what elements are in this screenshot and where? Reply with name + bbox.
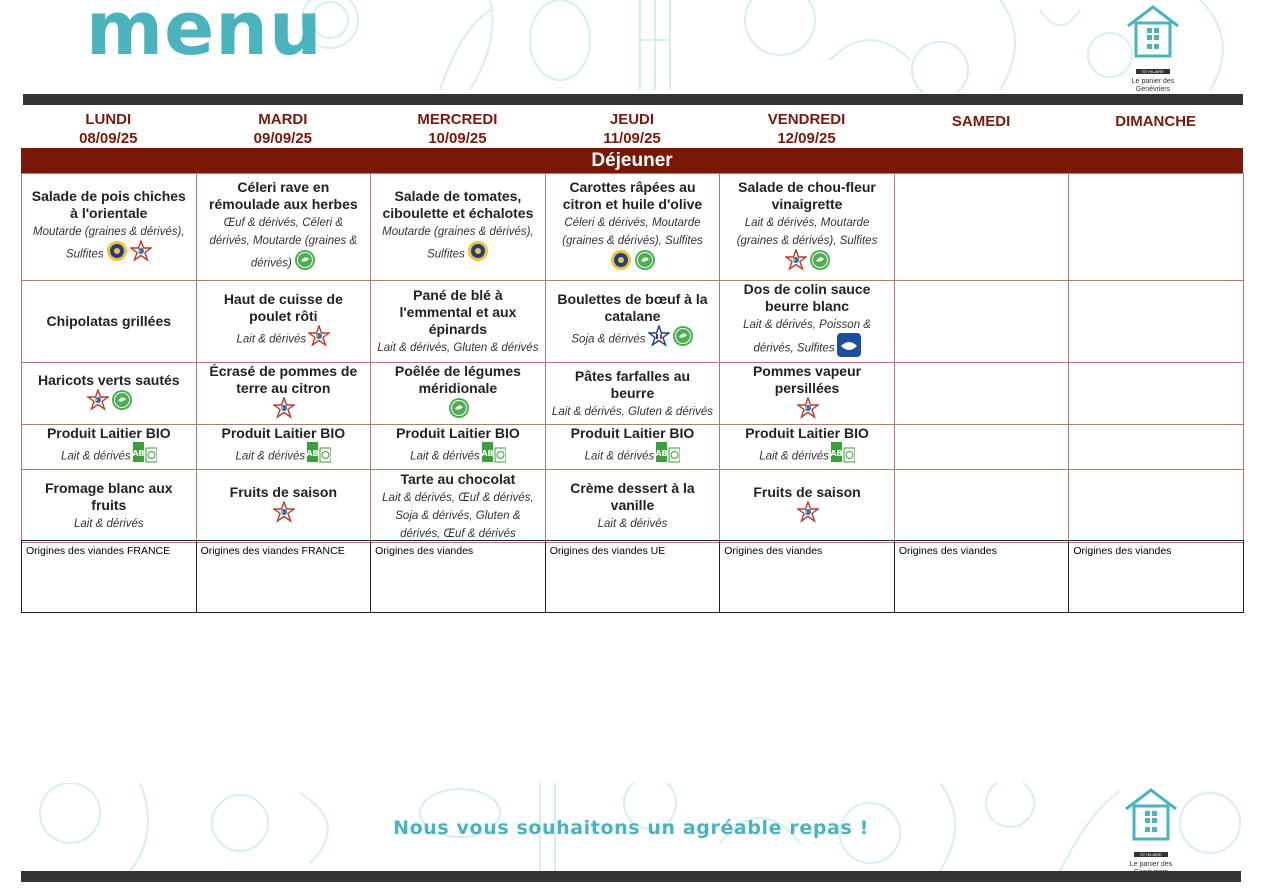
dish-name: Crème dessert à la vanille: [570, 480, 695, 513]
brand-logo: [1122, 4, 1184, 94]
day-name: LUNDI: [85, 111, 132, 128]
meat-origin-cell: Origines des viandes UE: [545, 541, 720, 613]
dish-name: Pommes vapeur persillées: [752, 363, 862, 396]
dish-name: Fromage blanc aux fruits: [44, 480, 173, 513]
origine-france-icon: [648, 325, 670, 352]
logo-tag: ST HILAIRE: [1136, 69, 1170, 74]
dish-name: Pâtes farfalles au beurre: [574, 367, 691, 401]
menu-cell: [22, 281, 197, 363]
menu-cell: [545, 363, 720, 425]
meat-origin-cell: Origines des viandes FRANCE: [22, 541, 197, 613]
day-date: 12/09/25: [777, 130, 836, 147]
dish-name: Céleri rave en rémoulade aux herbes: [209, 178, 358, 212]
menu-cell: [371, 425, 546, 470]
fait-maison-icon: [273, 397, 295, 424]
menu-cell: [545, 281, 720, 363]
dish-name: Dos de colin sauce beurre blanc: [743, 281, 871, 314]
day-name: JEUDI: [609, 111, 655, 128]
menu-cell: [545, 425, 720, 470]
menu-cell: [720, 281, 895, 363]
day-date: 11/09/25: [603, 130, 661, 147]
menu-cell: [1069, 425, 1244, 470]
agriculture-bio-icon: [656, 442, 680, 469]
menu-cell: [22, 470, 197, 543]
svg-text:AB: AB: [132, 449, 145, 458]
dish-name: Boulettes de bœuf à la catalane: [557, 291, 708, 324]
brand-logo-footer: [1120, 787, 1182, 877]
day-name: DIMANCHE: [1115, 113, 1197, 130]
menu-row: [22, 425, 1244, 470]
day-date: 10/09/25: [428, 130, 487, 147]
day-header-mardi: [196, 110, 371, 148]
allergen-list: Lait & dérivés: [236, 333, 307, 346]
allergen-list: Lait & dérivés: [410, 450, 480, 463]
menu-cell: [196, 363, 371, 425]
dish-name: Salade de pois chiches à l'orientale: [31, 187, 186, 221]
menu-cell: [371, 470, 546, 543]
allergen-list: Moutarde (graines & dérivés), Sulfites: [382, 225, 534, 261]
agriculture-bio-icon: [482, 442, 506, 469]
menu-cell: [720, 425, 895, 470]
dish-name: Chipolatas grillées: [46, 313, 172, 329]
menu-cell: [1069, 281, 1244, 363]
menu-cell: [371, 174, 546, 281]
day-name: SAMEDI: [951, 113, 1011, 130]
vegetarien-icon: [672, 325, 694, 352]
dish-name: Fruits de saison: [229, 484, 338, 500]
day-header-jeudi: [545, 110, 720, 148]
menu-cell: [196, 281, 371, 363]
dish-name: Produit Laitier BIO: [745, 425, 869, 441]
day-date: 09/09/25: [253, 130, 313, 147]
dish-name: Écrasé de pommes de terre au citron: [209, 363, 358, 396]
dish-name: Haricots verts sautés: [37, 371, 180, 388]
allergen-list: Lait & dérivés: [597, 518, 668, 530]
allergen-list: Céleri & dérivés, Moutarde (graines & dérivés), Sulfites: [562, 216, 703, 247]
allergen-list: Lait & dérivés: [584, 450, 655, 463]
vegetarien-icon: [809, 249, 831, 276]
menu-cell: [196, 425, 371, 470]
fait-maison-icon: [797, 501, 819, 528]
day-header-mercredi: [370, 110, 545, 148]
allergen-list: Lait & dérivés: [73, 518, 144, 530]
agriculture-bio-icon: [133, 442, 157, 469]
dish-name: Poêlée de légumes méridionale: [394, 363, 521, 396]
logo-name-line1: Le panier des: [1129, 861, 1173, 868]
top-divider-bar: [23, 94, 1243, 105]
svg-text:AB: AB: [656, 449, 668, 458]
allergen-list: Lait & dérivés: [235, 450, 306, 463]
vegetarien-icon: [111, 389, 133, 416]
fait-maison-icon: [785, 249, 807, 276]
day-name: VENDREDI: [767, 111, 846, 128]
meal-band-dejeuner: Déjeuner: [21, 148, 1243, 173]
dish-name: Produit Laitier BIO: [570, 425, 695, 441]
allergen-list: Lait & dérivés: [60, 450, 131, 463]
dish-name: Fruits de saison: [753, 484, 861, 500]
origins-row: [22, 541, 1244, 613]
svg-text:AB: AB: [481, 449, 494, 458]
meat-origin-cell: Origines des viandes: [720, 541, 895, 613]
logo-tag: ST HILAIRE: [1134, 852, 1168, 857]
vegetarien-icon: [294, 249, 316, 276]
menu-cell: [22, 363, 197, 425]
menu-cell: [371, 281, 546, 363]
allergen-list: Lait & dérivés, Moutarde (graines & dérivés), Sulfites: [736, 216, 878, 247]
menu-cell: [894, 470, 1069, 543]
menu-row: [22, 281, 1244, 363]
menu-cell: [545, 470, 720, 543]
svg-text:AB: AB: [307, 449, 319, 458]
fait-maison-icon: [797, 397, 819, 424]
allergen-list: Lait & dérivés, Gluten & dérivés: [377, 342, 539, 354]
menu-cell: [720, 363, 895, 425]
label-rouge-icon: [106, 240, 128, 267]
bottom-divider-bar: [21, 871, 1241, 882]
allergen-list: Lait & dérivés, Gluten & dérivés: [551, 405, 714, 418]
allergen-list: Moutarde (graines & dérivés), Sulfites: [33, 225, 185, 261]
allergen-list: Soja & dérivés: [571, 333, 646, 346]
dish-name: Pané de blé à l'emmental et aux épinards: [399, 287, 517, 337]
day-header-lundi: [21, 110, 196, 148]
page-title: menu: [86, 0, 323, 72]
msc-peche-durable-icon: [837, 333, 861, 362]
day-name: MERCREDI: [417, 111, 498, 128]
dish-name: Haut de cuisse de poulet rôti: [223, 291, 343, 324]
menu-cell: [22, 425, 197, 470]
day-header-dimanche: [1068, 110, 1243, 148]
allergen-list: Œuf & dérivés, Céleri & dérivés, Moutarde (graines & dérivés): [209, 216, 358, 270]
label-rouge-icon: [610, 249, 632, 276]
menu-cell: [894, 281, 1069, 363]
house-fork-icon: [1124, 4, 1182, 60]
vegetarien-icon: [634, 249, 656, 276]
svg-text:AB: AB: [830, 449, 843, 458]
menu-cell: [22, 174, 197, 281]
menu-row: [22, 470, 1244, 543]
menu-row: [22, 174, 1244, 281]
agriculture-bio-icon: [307, 442, 331, 469]
meat-origin-cell: Origines des viandes: [371, 541, 546, 613]
meat-origin-cell: Origines des viandes: [1069, 541, 1244, 613]
allergen-list: Lait & dérivés, Œuf & dérivés, Soja & dérivés, Gluten & dérivés, Œuf & dérivés: [382, 491, 534, 540]
meat-origins-row: [21, 540, 1244, 613]
menu-cell: [894, 363, 1069, 425]
allergen-list: Lait & dérivés, Poisson & dérivés, Sulfites: [743, 319, 871, 355]
day-headers: [21, 110, 1243, 148]
house-fork-icon: [1122, 787, 1180, 843]
logo-name-line1: Le panier des: [1131, 78, 1175, 85]
logo-name-line2: Genévriers: [1135, 86, 1171, 93]
footer-message: Nous vous souhaitons un agréable repas !: [393, 817, 869, 839]
allergen-list: Lait & dérivés: [759, 450, 829, 463]
menu-cell: [894, 174, 1069, 281]
dish-name: Salade de tomates, ciboulette et échalotes: [382, 187, 534, 221]
fait-maison-icon: [130, 240, 152, 267]
fait-maison-icon: [308, 325, 330, 352]
menu-cell: [196, 470, 371, 543]
dish-name: Produit Laitier BIO: [221, 425, 346, 441]
day-name: MARDI: [258, 111, 308, 128]
menu-cell: [371, 363, 546, 425]
menu-cell: [1069, 470, 1244, 543]
fait-maison-icon: [273, 501, 295, 528]
agriculture-bio-icon: [831, 442, 855, 469]
dish-name: Carottes râpées au citron et huile d'olive: [562, 178, 703, 212]
menu-cell: [196, 174, 371, 281]
day-header-samedi: [894, 110, 1069, 148]
label-rouge-icon: [467, 240, 489, 267]
menu-cell: [894, 425, 1069, 470]
menu-cell: [1069, 363, 1244, 425]
meat-origin-cell: Origines des viandes FRANCE: [196, 541, 371, 613]
day-date: 08/09/25: [79, 130, 138, 147]
menu-grid: [21, 173, 1244, 543]
vegetarien-icon: [448, 397, 470, 424]
dish-name: Tarte au chocolat: [400, 470, 516, 487]
menu-cell: [545, 174, 720, 281]
menu-cell: [720, 470, 895, 543]
menu-cell: [1069, 174, 1244, 281]
dish-name: Salade de chou-fleur vinaigrette: [738, 178, 876, 212]
day-header-vendredi: [719, 110, 894, 148]
meat-origin-cell: Origines des viandes: [894, 541, 1069, 613]
menu-cell: [720, 174, 895, 281]
fait-maison-icon: [87, 389, 109, 416]
dish-name: Produit Laitier BIO: [396, 425, 520, 441]
menu-row: [22, 363, 1244, 425]
dish-name: Produit Laitier BIO: [46, 425, 171, 441]
